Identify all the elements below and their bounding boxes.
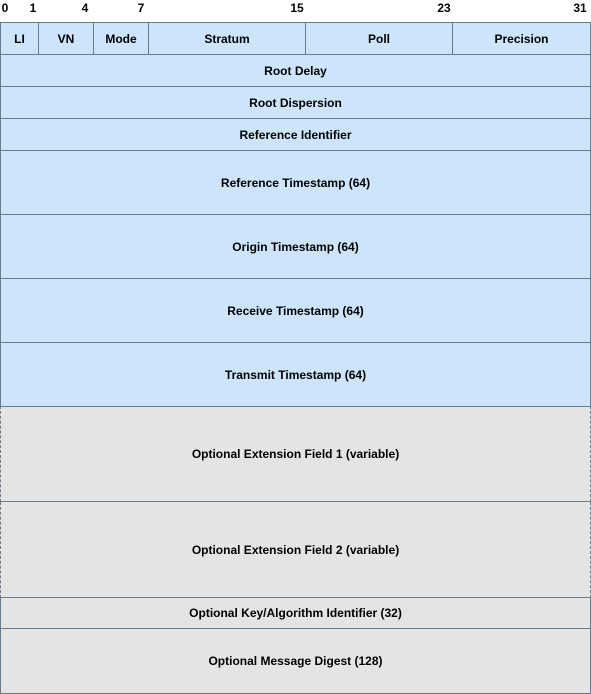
field-origin-timestamp: Origin Timestamp (64) xyxy=(0,214,591,279)
field-stratum: Stratum xyxy=(148,22,306,55)
field-root-delay: Root Delay xyxy=(0,54,591,87)
field-precision: Precision xyxy=(452,22,591,55)
ntp-packet-diagram xyxy=(0,22,591,694)
field-vn: VN xyxy=(38,22,94,55)
bit-marker-23: 23 xyxy=(437,1,451,15)
field-mode: Mode xyxy=(93,22,149,55)
field-optional-key-id: Optional Key/Algorithm Identifier (32) xyxy=(0,597,591,629)
field-optional-extension-1: Optional Extension Field 1 (variable) xyxy=(0,406,591,502)
bit-marker-4: 4 xyxy=(81,1,89,15)
field-reference-timestamp: Reference Timestamp (64) xyxy=(0,150,591,215)
bit-marker-0: 0 xyxy=(1,1,9,15)
field-li: LI xyxy=(0,22,39,55)
field-poll: Poll xyxy=(305,22,453,55)
field-receive-timestamp: Receive Timestamp (64) xyxy=(0,278,591,343)
bit-marker-31: 31 xyxy=(573,1,587,15)
bit-position-ruler xyxy=(0,0,591,22)
field-root-dispersion: Root Dispersion xyxy=(0,86,591,119)
bit-marker-15: 15 xyxy=(290,1,304,15)
field-reference-identifier: Reference Identifier xyxy=(0,118,591,151)
bit-marker-7: 7 xyxy=(137,1,145,15)
field-transmit-timestamp: Transmit Timestamp (64) xyxy=(0,342,591,407)
field-optional-message-digest: Optional Message Digest (128) xyxy=(0,628,591,694)
field-optional-extension-2: Optional Extension Field 2 (variable) xyxy=(0,502,591,598)
bit-marker-1: 1 xyxy=(29,1,37,15)
